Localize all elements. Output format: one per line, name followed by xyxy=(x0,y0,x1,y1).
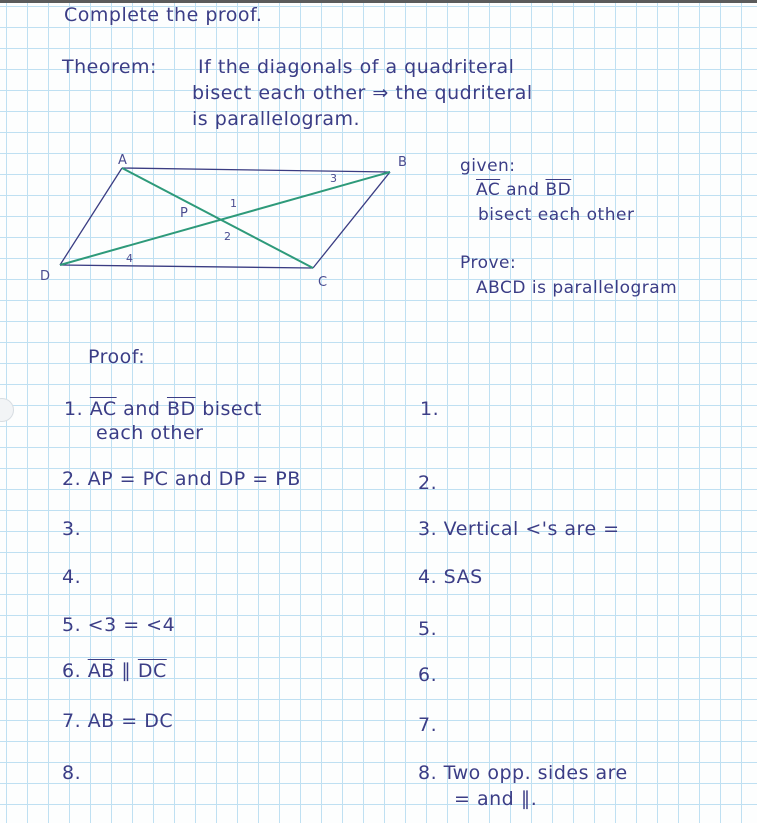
vertex-a: A xyxy=(118,153,127,168)
statement-1-rest: bisect xyxy=(202,398,263,420)
statement-2: 2. AP = PC and DP = PB xyxy=(62,468,301,490)
given-label: given: xyxy=(460,156,516,176)
segment-bd: $\overline{BD}$ xyxy=(545,180,572,200)
vertex-d: D xyxy=(40,269,51,284)
angle-2-label: 2 xyxy=(224,230,231,243)
statement-6 xyxy=(62,660,167,682)
reason-8-line-1: 8. Two opp. sides are xyxy=(418,762,628,784)
reason-6: 6. xyxy=(418,664,438,686)
side-bc xyxy=(313,172,390,268)
theorem-line-2: bisect each other ⇒ the qudriteral xyxy=(192,82,533,104)
reason-2: 2. xyxy=(418,472,438,494)
diagonal-ac xyxy=(122,168,313,268)
given-statement xyxy=(476,180,571,200)
proof-title: Proof: xyxy=(88,346,146,368)
statement-1-number: 1. xyxy=(64,398,84,420)
prove-label: Prove: xyxy=(460,253,517,273)
statement-5: 5. <3 = <4 xyxy=(62,614,176,636)
reason-8-line-2: = and ∥. xyxy=(454,788,538,810)
diagonal-bd xyxy=(60,172,390,265)
statement-1 xyxy=(64,398,262,420)
reason-5: 5. xyxy=(418,618,438,640)
statement-3: 3. xyxy=(62,518,82,540)
angle-1-label: 1 xyxy=(230,197,237,210)
statement-6-segment-ab: $\overline{AB}$ xyxy=(87,660,115,682)
reason-1: 1. xyxy=(420,398,440,420)
statement-1-segment-bd: $\overline{BD}$ xyxy=(166,398,196,420)
statement-1-and: and xyxy=(123,398,161,420)
angle-3-label: 3 xyxy=(330,172,337,185)
theorem-line-3: is parallelogram. xyxy=(192,108,361,130)
given-text: bisect each other xyxy=(478,205,635,225)
side-cd xyxy=(60,265,313,268)
statement-7: 7. AB = DC xyxy=(62,710,174,732)
statement-6-segment-dc: $\overline{DC}$ xyxy=(137,660,167,682)
theorem-line-1: If the diagonals of a quadriteral xyxy=(198,56,515,78)
angle-4-label: 4 xyxy=(126,252,133,265)
statement-1-line-2: each other xyxy=(96,422,204,444)
diagonals xyxy=(60,168,390,268)
statement-4: 4. xyxy=(62,566,82,588)
vertex-c: C xyxy=(318,275,328,290)
side-ab xyxy=(122,168,390,172)
given-and: and xyxy=(506,180,540,200)
theorem-label: Theorem: xyxy=(62,56,157,78)
header-instruction: Complete the proof. xyxy=(64,4,263,26)
statement-8: 8. xyxy=(62,762,82,784)
reason-3: 3. Vertical <'s are = xyxy=(418,518,620,540)
parallel-symbol: ∥ xyxy=(121,660,132,682)
statement-6-number: 6. xyxy=(62,660,82,682)
vertex-b: B xyxy=(398,155,407,170)
statement-1-segment-ac: $\overline{AC}$ xyxy=(89,398,117,420)
reason-7: 7. xyxy=(418,714,438,736)
segment-ac: $\overline{AC}$ xyxy=(476,180,501,200)
point-p: P xyxy=(180,206,188,221)
reason-4: 4. SAS xyxy=(418,566,483,588)
prove-text: ABCD is parallelogram xyxy=(476,278,678,298)
